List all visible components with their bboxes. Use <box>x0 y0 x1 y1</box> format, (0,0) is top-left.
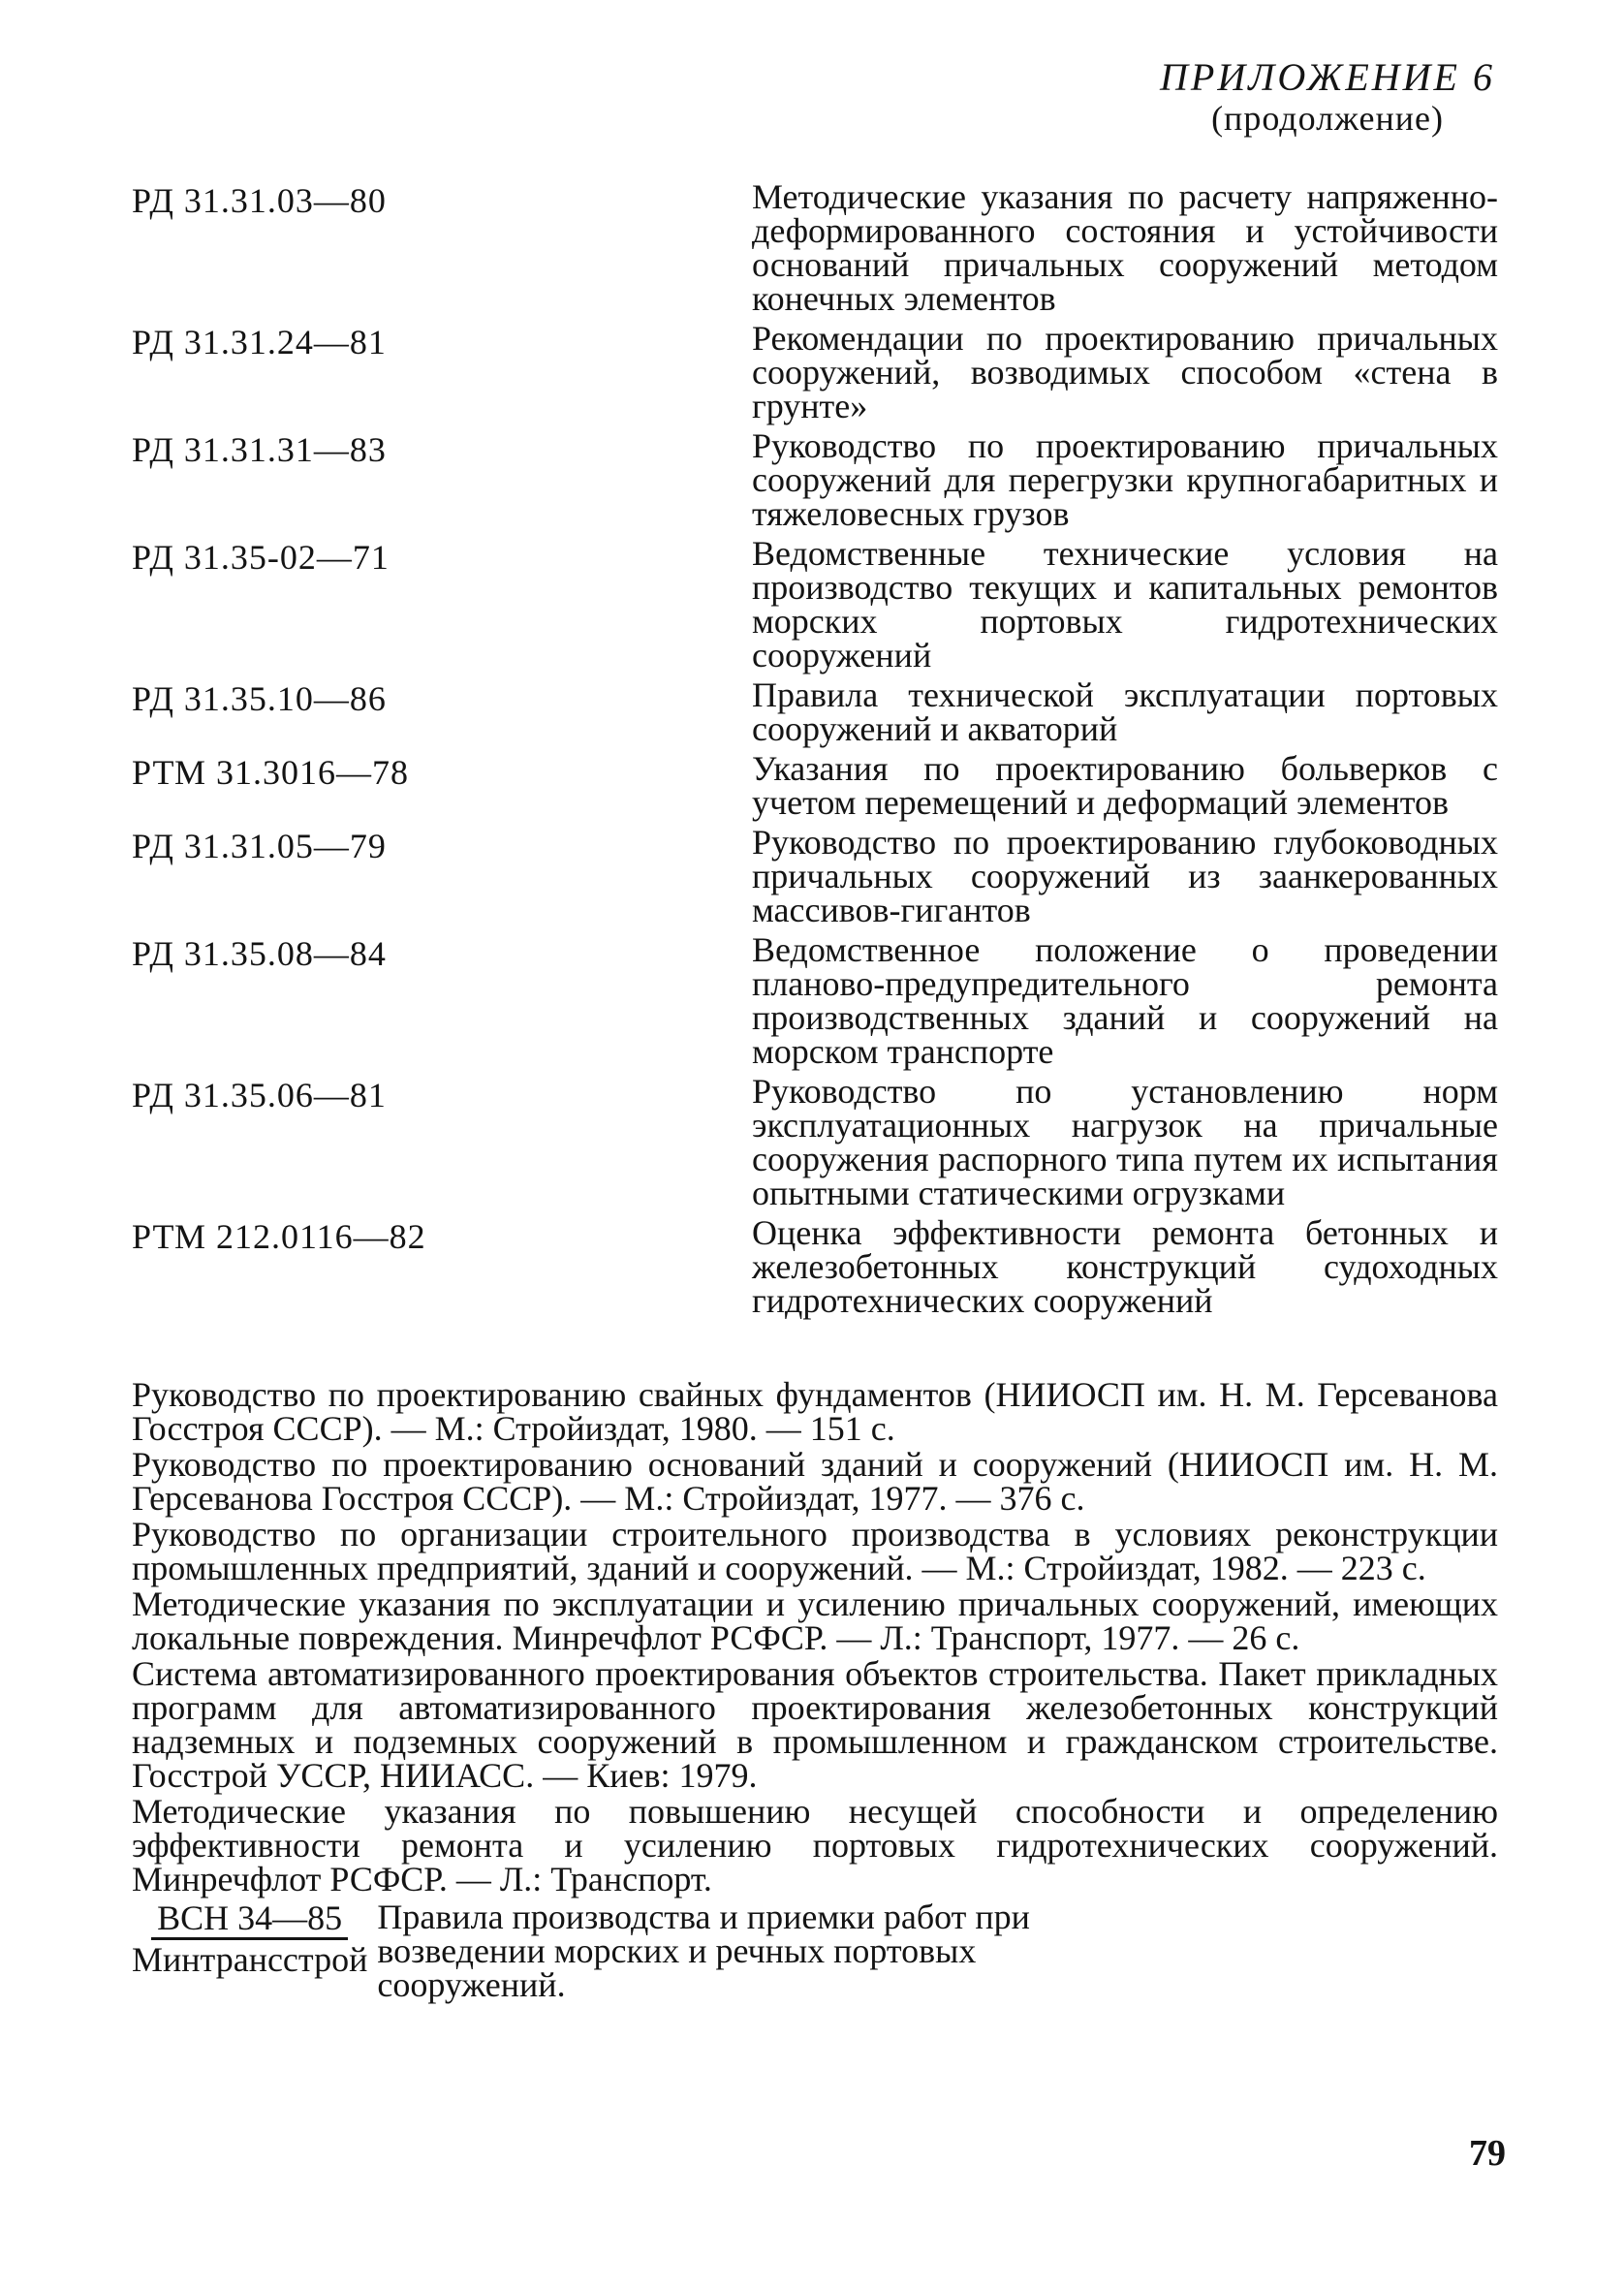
bibliography-entry: Руководство по организации строительного производства в условиях реконструкции промышленных предприятий, зданий и сооружений. — М.: Стройиздат, 1982. — 223 с. <box>132 1515 1498 1587</box>
reference-item <box>132 177 1498 318</box>
vsn-title: Правила производства и приемки работ при возведении морских и речных портовых сооружений. <box>377 1898 1030 2004</box>
reference-code: РД 31.31.24—81 <box>132 323 387 361</box>
reference-code: РД 31.31.05—79 <box>132 827 387 865</box>
reference-code: РД 31.35.06—81 <box>132 1076 387 1114</box>
appendix-title: ПРИЛОЖЕНИЕ 6 <box>1160 55 1495 99</box>
reference-item <box>132 749 1498 822</box>
reference-list <box>132 177 1498 1324</box>
bibliography-entry: Система автоматизированного проектирования объектов строительства. Пакет прикладных программ для автоматизированного проектирования железобетонных конструкций надземных и подземных сооружений в промышленном и гражданском строительстве. Госстрой УССР, НИИАСС. — Киев: 1979. <box>132 1654 1498 1795</box>
appendix-header <box>1160 56 1495 138</box>
reference-item <box>132 675 1498 748</box>
reference-code: РД 31.31.03—80 <box>132 181 387 220</box>
reference-item <box>132 1072 1498 1212</box>
vsn-issuer: Минтрансстрой <box>132 1940 368 1979</box>
reference-code: РТМ 31.3016—78 <box>132 753 409 792</box>
bibliography-entry: Руководство по проектированию оснований зданий и сооружений (НИИОСП им. Н. М. Герсеванова Госстроя СССР). — М.: Стройиздат, 1977. — 376 с. <box>132 1445 1498 1518</box>
reference-title: Рекомендации по проектированию причальных сооружений, возводимых способом «стена в грунте» <box>752 319 1498 425</box>
reference-item <box>132 930 1498 1071</box>
bibliography-entry: Методические указания по повышению несущей способности и определению эффективности ремонта и усилению портовых гидротехнических сооружений. Минречфлот РСФСР. — Л.: Транспорт. <box>132 1792 1498 1898</box>
reference-title: Оценка эффективности ремонта бетонных и железобетонных конструкций судоходных гидротехнических сооружений <box>752 1213 1498 1320</box>
reference-code: РД 31.35.10—86 <box>132 679 387 718</box>
reference-item <box>132 426 1498 533</box>
reference-title: Ведомственные технические условия на производство текущих и капитальных ремонтов морских портовых гидротехнических сооружений <box>752 534 1498 674</box>
reference-title: Руководство по проектированию глубоководных причальных сооружений из заанкерованных массивов-гигантов <box>752 823 1498 929</box>
reference-item <box>132 1213 1498 1320</box>
reference-title: Правила технической эксплуатации портовых сооружений и акваторий <box>752 675 1498 748</box>
reference-title: Ведомственное положение о проведении планово-предупредительного ремонта производственных зданий и сооружений на морском транспорте <box>752 930 1498 1071</box>
reference-code: РД 31.35.08—84 <box>132 934 387 973</box>
reference-item <box>132 534 1498 674</box>
bibliography <box>132 1375 1498 2004</box>
reference-code: РД 31.31.31—83 <box>132 430 387 469</box>
reference-code: РТМ 212.0116—82 <box>132 1217 426 1256</box>
bibliography-entry: Руководство по проектированию свайных фундаментов (НИИОСП им. Н. М. Герсеванова Госстроя СССР). — М.: Стройиздат, 1980. — 151 с. <box>132 1375 1498 1448</box>
vsn-code: ВСН 34—85 <box>151 1900 348 1940</box>
vsn-entry <box>132 1900 1498 2002</box>
appendix-subtitle: (продолжение) <box>1211 99 1444 138</box>
reference-title: Указания по проектированию больверков с учетом перемещений и деформаций элементов <box>752 749 1498 822</box>
reference-code: РД 31.35-02—71 <box>132 538 390 577</box>
reference-item <box>132 319 1498 425</box>
reference-title: Руководство по проектированию причальных сооружений для перегрузки крупногабаритных и тяжеловесных грузов <box>752 426 1498 533</box>
page-number: 79 <box>1469 2133 1506 2174</box>
reference-title: Методические указания по расчету напряженно-деформированного состояния и устойчивости оснований причальных сооружений методом конечных элементов <box>752 177 1498 318</box>
reference-title: Руководство по установлению норм эксплуатационных нагрузок на причальные сооружения распорного типа путем их испытания опытными статическими огрузками <box>752 1072 1498 1212</box>
bibliography-entry: Методические указания по эксплуатации и усилению причальных сооружений, имеющих локальные повреждения. Минречфлот РСФСР. — Л.: Транспорт, 1977. — 26 с. <box>132 1584 1498 1657</box>
vsn-code-fraction <box>132 1900 367 1977</box>
reference-item <box>132 823 1498 929</box>
